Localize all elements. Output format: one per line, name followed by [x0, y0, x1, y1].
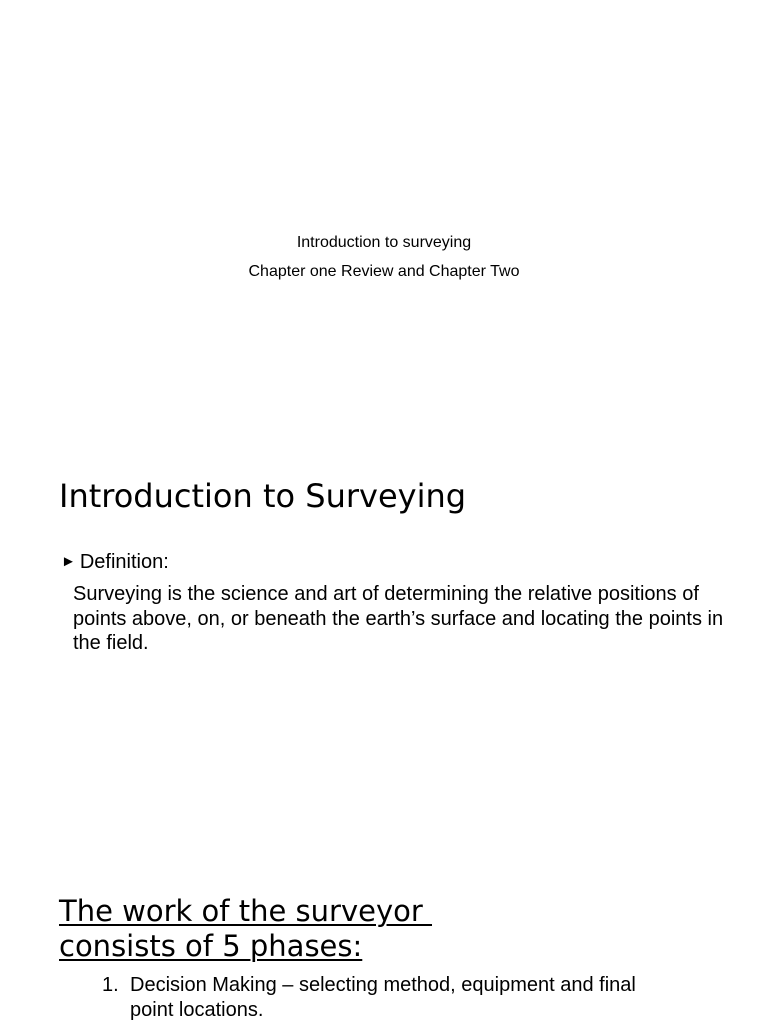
title-block [0, 228, 768, 286]
phases-heading [59, 894, 432, 964]
definition-bullet [61, 549, 169, 575]
definition-label: Definition: [79, 551, 169, 573]
document-title: Introduction to surveying [296, 234, 472, 251]
list-item [102, 973, 702, 1023]
phase-list [102, 973, 702, 1023]
phases-heading-line-1: The work of the surveyor [59, 894, 432, 928]
intro-heading: Introduction to Surveying [59, 477, 467, 515]
document-subtitle: Chapter one Review and Chapter Two [248, 263, 520, 280]
phases-heading-line-2: consists of 5 phases: [59, 929, 363, 963]
right-pointer-triangle-icon: ► [61, 553, 76, 570]
definition-text: Surveying is the science and art of determining the relative positions of points above, on, or beneath the earth’s surface and locating the points in the field. [73, 583, 724, 654]
phase-number: 1. [102, 974, 119, 996]
phase-text: Decision Making – selecting method, equipment and final point locations. [130, 974, 636, 1021]
